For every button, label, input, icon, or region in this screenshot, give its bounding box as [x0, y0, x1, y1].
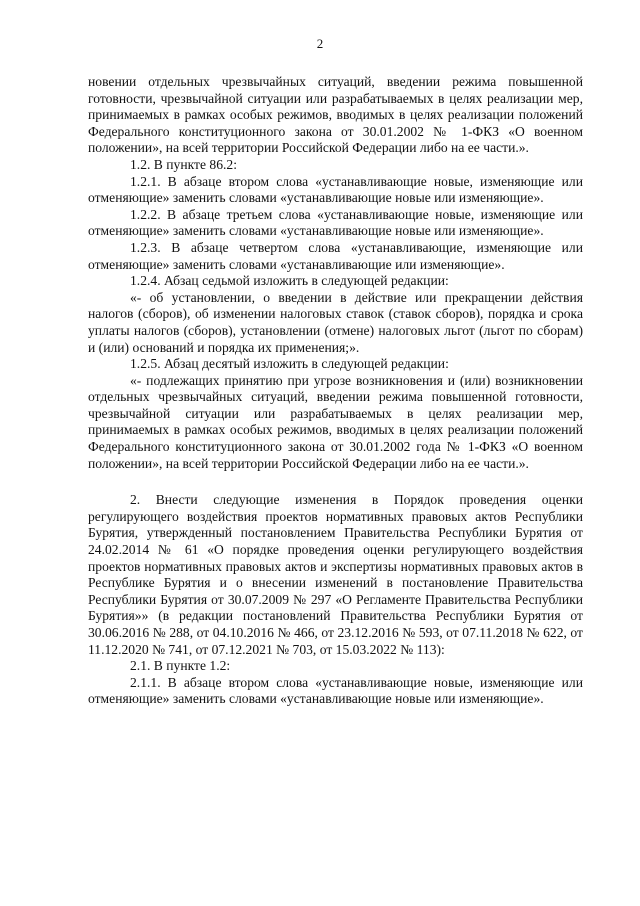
paragraph-11: 2.1. В пункте 1.2:	[130, 658, 231, 674]
paragraph-1: новении отдельных чрезвычайных ситуаций, введении режима повышенной готовности, чрезвычайной ситуации или разрабатываемых в целях реализации мер, принимаемых в рамках особых режимов, вводимых в целях реализации положений Федерального конституционного закона от 30.01.2002 № 1-ФКЗ «О военном положении», на всей территории Российской Федерации либо на ее части.».	[88, 74, 583, 156]
paragraph-6: 1.2.4. Абзац седьмой изложить в следующей редакции:	[130, 273, 449, 289]
paragraph-8: 1.2.5. Абзац десятый изложить в следующей редакции:	[130, 356, 449, 372]
document-body	[88, 74, 583, 708]
paragraph-12: 2.1.1. В абзаце втором слова «устанавливающие новые, изменяющие или отменяющие» заменить словами «устанавливающие новые или изменяющие».	[88, 674, 583, 707]
page-number: 2	[316, 36, 324, 51]
paragraph-10: 2. Внести следующие изменения в Порядок проведения оценки регулирующего воздействия проектов нормативных правовых актов Республики Бурятия, утвержденный постановлением Правительства Республики Бурятия от 24.02.2014 № 61 «О порядке проведения оценки регулирующего воздействия проектов нормативных правовых актов и экспертизы нормативных правовых актов в Республике Бурятия и о внесении изменений в постановление Правительства Республики Бурятия от 30.07.2009 № 297 «О Регламенте Правительства Республики Бурятия»» (в редакции постановлений Правительства Республики Бурятия от 30.06.2016 № 288, от 04.10.2016 № 466, от 23.12.2016 № 593, от 07.11.2018 № 622, от 11.12.2020 № 741, от 07.12.2021 № 703, от 15.03.2022 № 113):	[88, 492, 583, 657]
paragraph-2: 1.2. В пункте 86.2:	[130, 156, 237, 172]
paragraph-7: «- об установлении, о введении в действие или прекращении действия налогов (сборов), об изменении налоговых ставок (ставок сборов), порядка и срока уплаты налогов (сборов), установлении (отмене) налоговых льгот (льгот по сборам) и (или) оснований и порядка их применения;».	[88, 289, 583, 355]
paragraph-5: 1.2.3. В абзаце четвертом слова «устанавливающие, изменяющие или отменяющие» заменить словами «устанавливающие или изменяющие».	[88, 239, 583, 272]
paragraph-4: 1.2.2. В абзаце третьем слова «устанавливающие новые, изменяющие или отменяющие» заменить словами «устанавливающие новые или изменяющие».	[88, 206, 583, 239]
paragraph-3: 1.2.1. В абзаце втором слова «устанавливающие новые, изменяющие или отменяющие» заменить словами «устанавливающие новые или изменяющие».	[88, 173, 583, 206]
paragraph-9: «- подлежащих принятию при угрозе возникновения и (или) возникновении отдельных чрезвычайных ситуаций, введении режима повышенной готовности, чрезвычайной ситуации или разрабатываемых в целях реализации мер, принимаемых в рамках особых режимов, вводимых в целях реализации положений Федерального конституционного закона от 30.01.2002 года № 1-ФКЗ «О военном положении», на всей территории Российской Федерации либо на ее части.».	[88, 372, 583, 471]
paragraph-gap	[88, 472, 583, 492]
